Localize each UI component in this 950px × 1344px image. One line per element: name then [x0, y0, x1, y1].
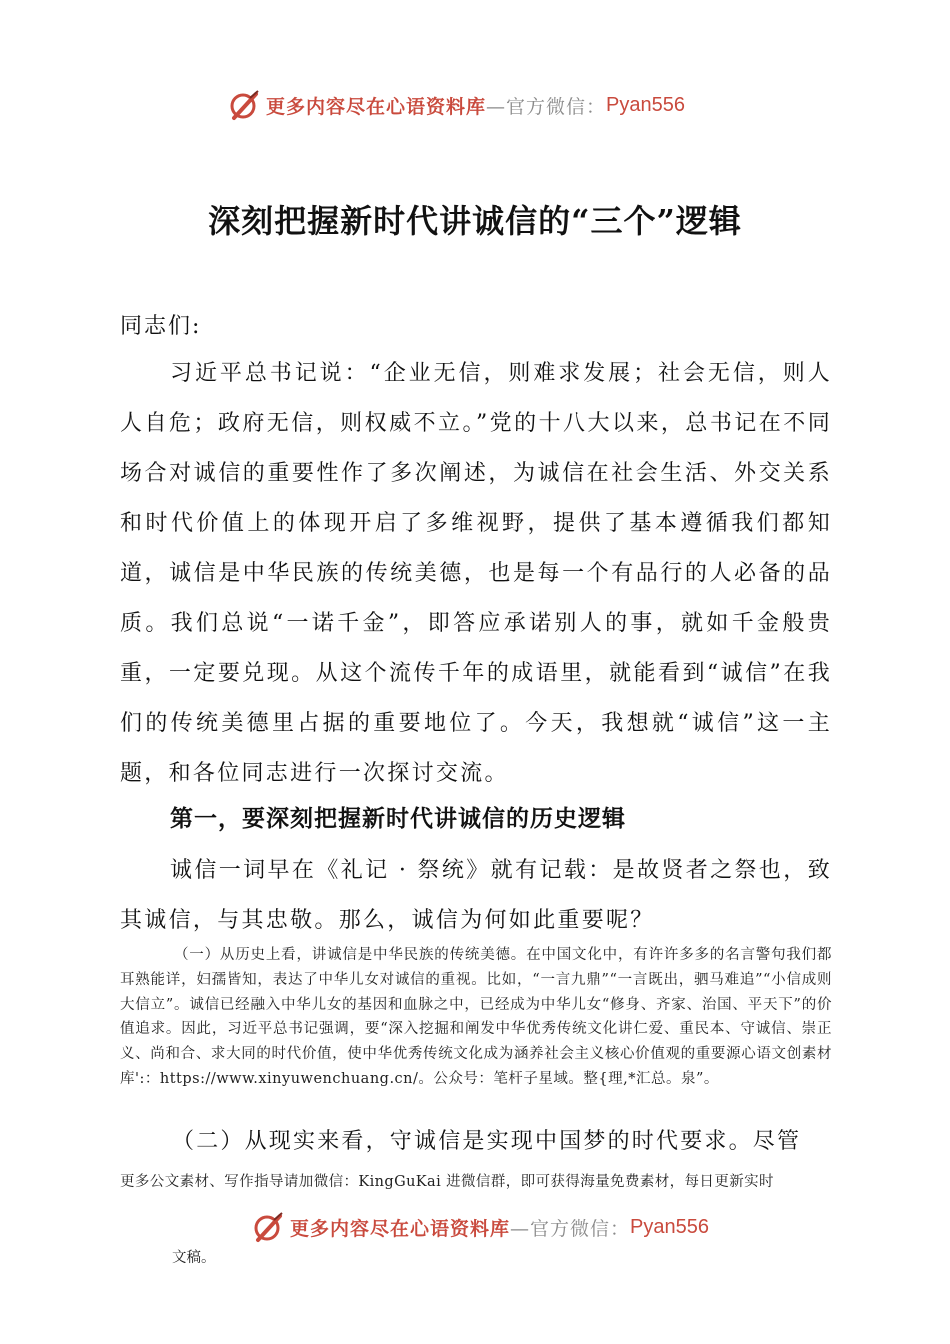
banner-dash-text: —官方微信：: [486, 95, 607, 118]
banner-wechat-id: Pyan556: [630, 1215, 709, 1238]
salutation: 同志们:: [120, 314, 202, 339]
footer-watermark-banner: [252, 1210, 709, 1244]
footer-note: 更多公文素材、写作指导请加微信：KingGuKai 进微信群，即可获得海量免费素材，每日更新实时: [120, 1174, 774, 1190]
subsection-1-paragraph: （一）从历史上看，讲诚信是中华民族的传统美德。在中国文化中，有许许多多的名言警句我们都耳熟能详，妇孺皆知，表达了中华儿女对诚信的重视。比如，“一言九鼎”“一言既出，驷马难追”“小信成则大信立”。诚信已经融入中华儿女的基因和血脉之中，已经成为中华儿女“修身、齐家、治国、平天下”的价值追求。因此，习近平总书记强调，要“深入挖掘和阐发中华优秀传统文化讲仁爱、重民本、守诚信、崇正义、尚和合、求大同的时代价值，使中华优秀传统文化成为涵养社会主义核心价值观的重要源心语文创素材库':：https://www.xinyuwenchuang.cn/。公众号：笔杆子星域。整{理,*汇总。泉”。: [120, 947, 832, 1087]
section-1-paragraph: 诚信一词早在《礼记 · 祭统》就有记载：是故贤者之祭也，致其诚信，与其忠敬。那么，诚信为何如此重要呢？: [120, 858, 832, 933]
banner-dash-text: —官方微信：: [510, 1217, 631, 1240]
intro-paragraph: 习近平总书记说：“企业无信，则难求发展；社会无信，则人人自危；政府无信，则权威不立。”党的十八大以来，总书记在不同场合对诚信的重要性作了多次阐述，为诚信在社会生活、外交关系和时代价值上的体现开启了多维视野，提供了基本遵循我们都知道，诚信是中华民族的传统美德，也是每一个有品行的人必备的品质。我们总说“一诺千金”，即答应承诺别人的事，就如千金般贵重，一定要兑现。从这个流传千年的成语里，就能看到“诚信”在我们的传统美德里占据的重要地位了。今天，我想就“诚信”这一主题，和各位同志进行一次探讨交流。: [120, 361, 832, 786]
subsection-2-paragraph: （二）从现实来看，守诚信是实现中国梦的时代要求。尽管: [172, 1129, 802, 1154]
banner-wechat-id: Pyan556: [606, 93, 685, 116]
banner-main-text: 更多内容尽在心语资料库: [266, 95, 487, 118]
section-1-heading: 第一，要深刻把握新时代讲诚信的历史逻辑: [170, 806, 626, 832]
header-watermark-banner: [228, 88, 685, 122]
brush-pen-logo-icon: [228, 88, 262, 122]
brush-pen-logo-icon: [252, 1210, 286, 1244]
document-title: 深刻把握新时代讲诚信的“三个”逻辑: [208, 202, 742, 240]
banner-main-text: 更多内容尽在心语资料库: [290, 1217, 511, 1240]
footer-tail: 文稿。: [172, 1250, 216, 1266]
